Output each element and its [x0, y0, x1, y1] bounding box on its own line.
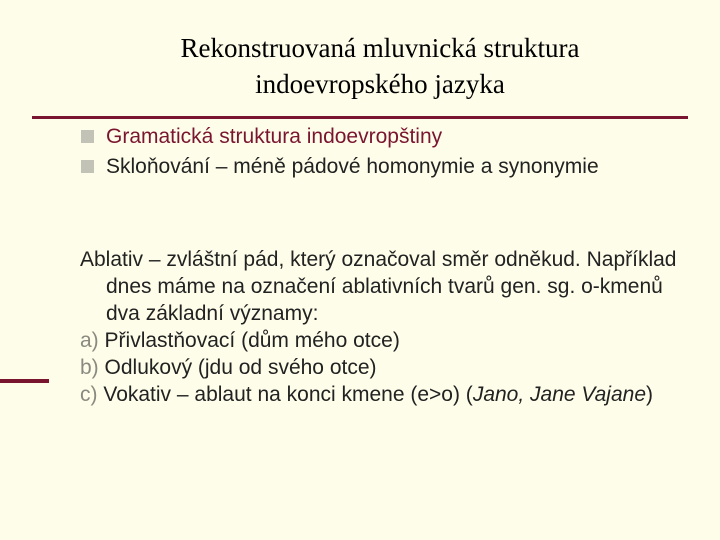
square-bullet-icon: [81, 130, 94, 143]
body-text: [80, 246, 690, 408]
left-accent-bar: [0, 379, 49, 383]
item-text: Přivlastňovací (dům mého otce): [104, 329, 400, 352]
title-divider: [32, 116, 688, 119]
item-text-end: ): [646, 383, 654, 406]
item-marker: a): [80, 329, 99, 352]
bullet-text: Skloňování – méně pádové homonymie a synonymie: [106, 155, 599, 178]
item-text-italic: Jano, Jane Vajane: [472, 383, 647, 406]
bullet-item: [80, 125, 680, 149]
slide-title-line-1: Rekonstruovaná mluvnická struktura: [180, 33, 580, 63]
list-item: [80, 354, 690, 381]
slide-title-line-2: indoevropského jazyka: [255, 69, 505, 99]
slide-title: [100, 30, 660, 102]
item-marker: b): [80, 356, 99, 379]
bullet-item: [80, 155, 680, 179]
list-item: [80, 381, 690, 408]
item-text: Vokativ – ablaut na konci kmene (e>o) (: [103, 383, 473, 406]
bullet-list: [80, 125, 680, 185]
list-item: [80, 327, 690, 354]
item-text: Odlukový (jdu od svého otce): [104, 356, 377, 379]
item-marker: c): [80, 383, 98, 406]
square-bullet-icon: [81, 160, 94, 173]
ablativ-paragraph: Ablativ – zvláštní pád, který označoval směr odněkud. Například dnes máme na označení ablativních tvarů gen. sg. o-kmenů dva základní významy:: [80, 248, 677, 325]
bullet-text: Gramatická struktura indoevropštiny: [106, 125, 443, 148]
